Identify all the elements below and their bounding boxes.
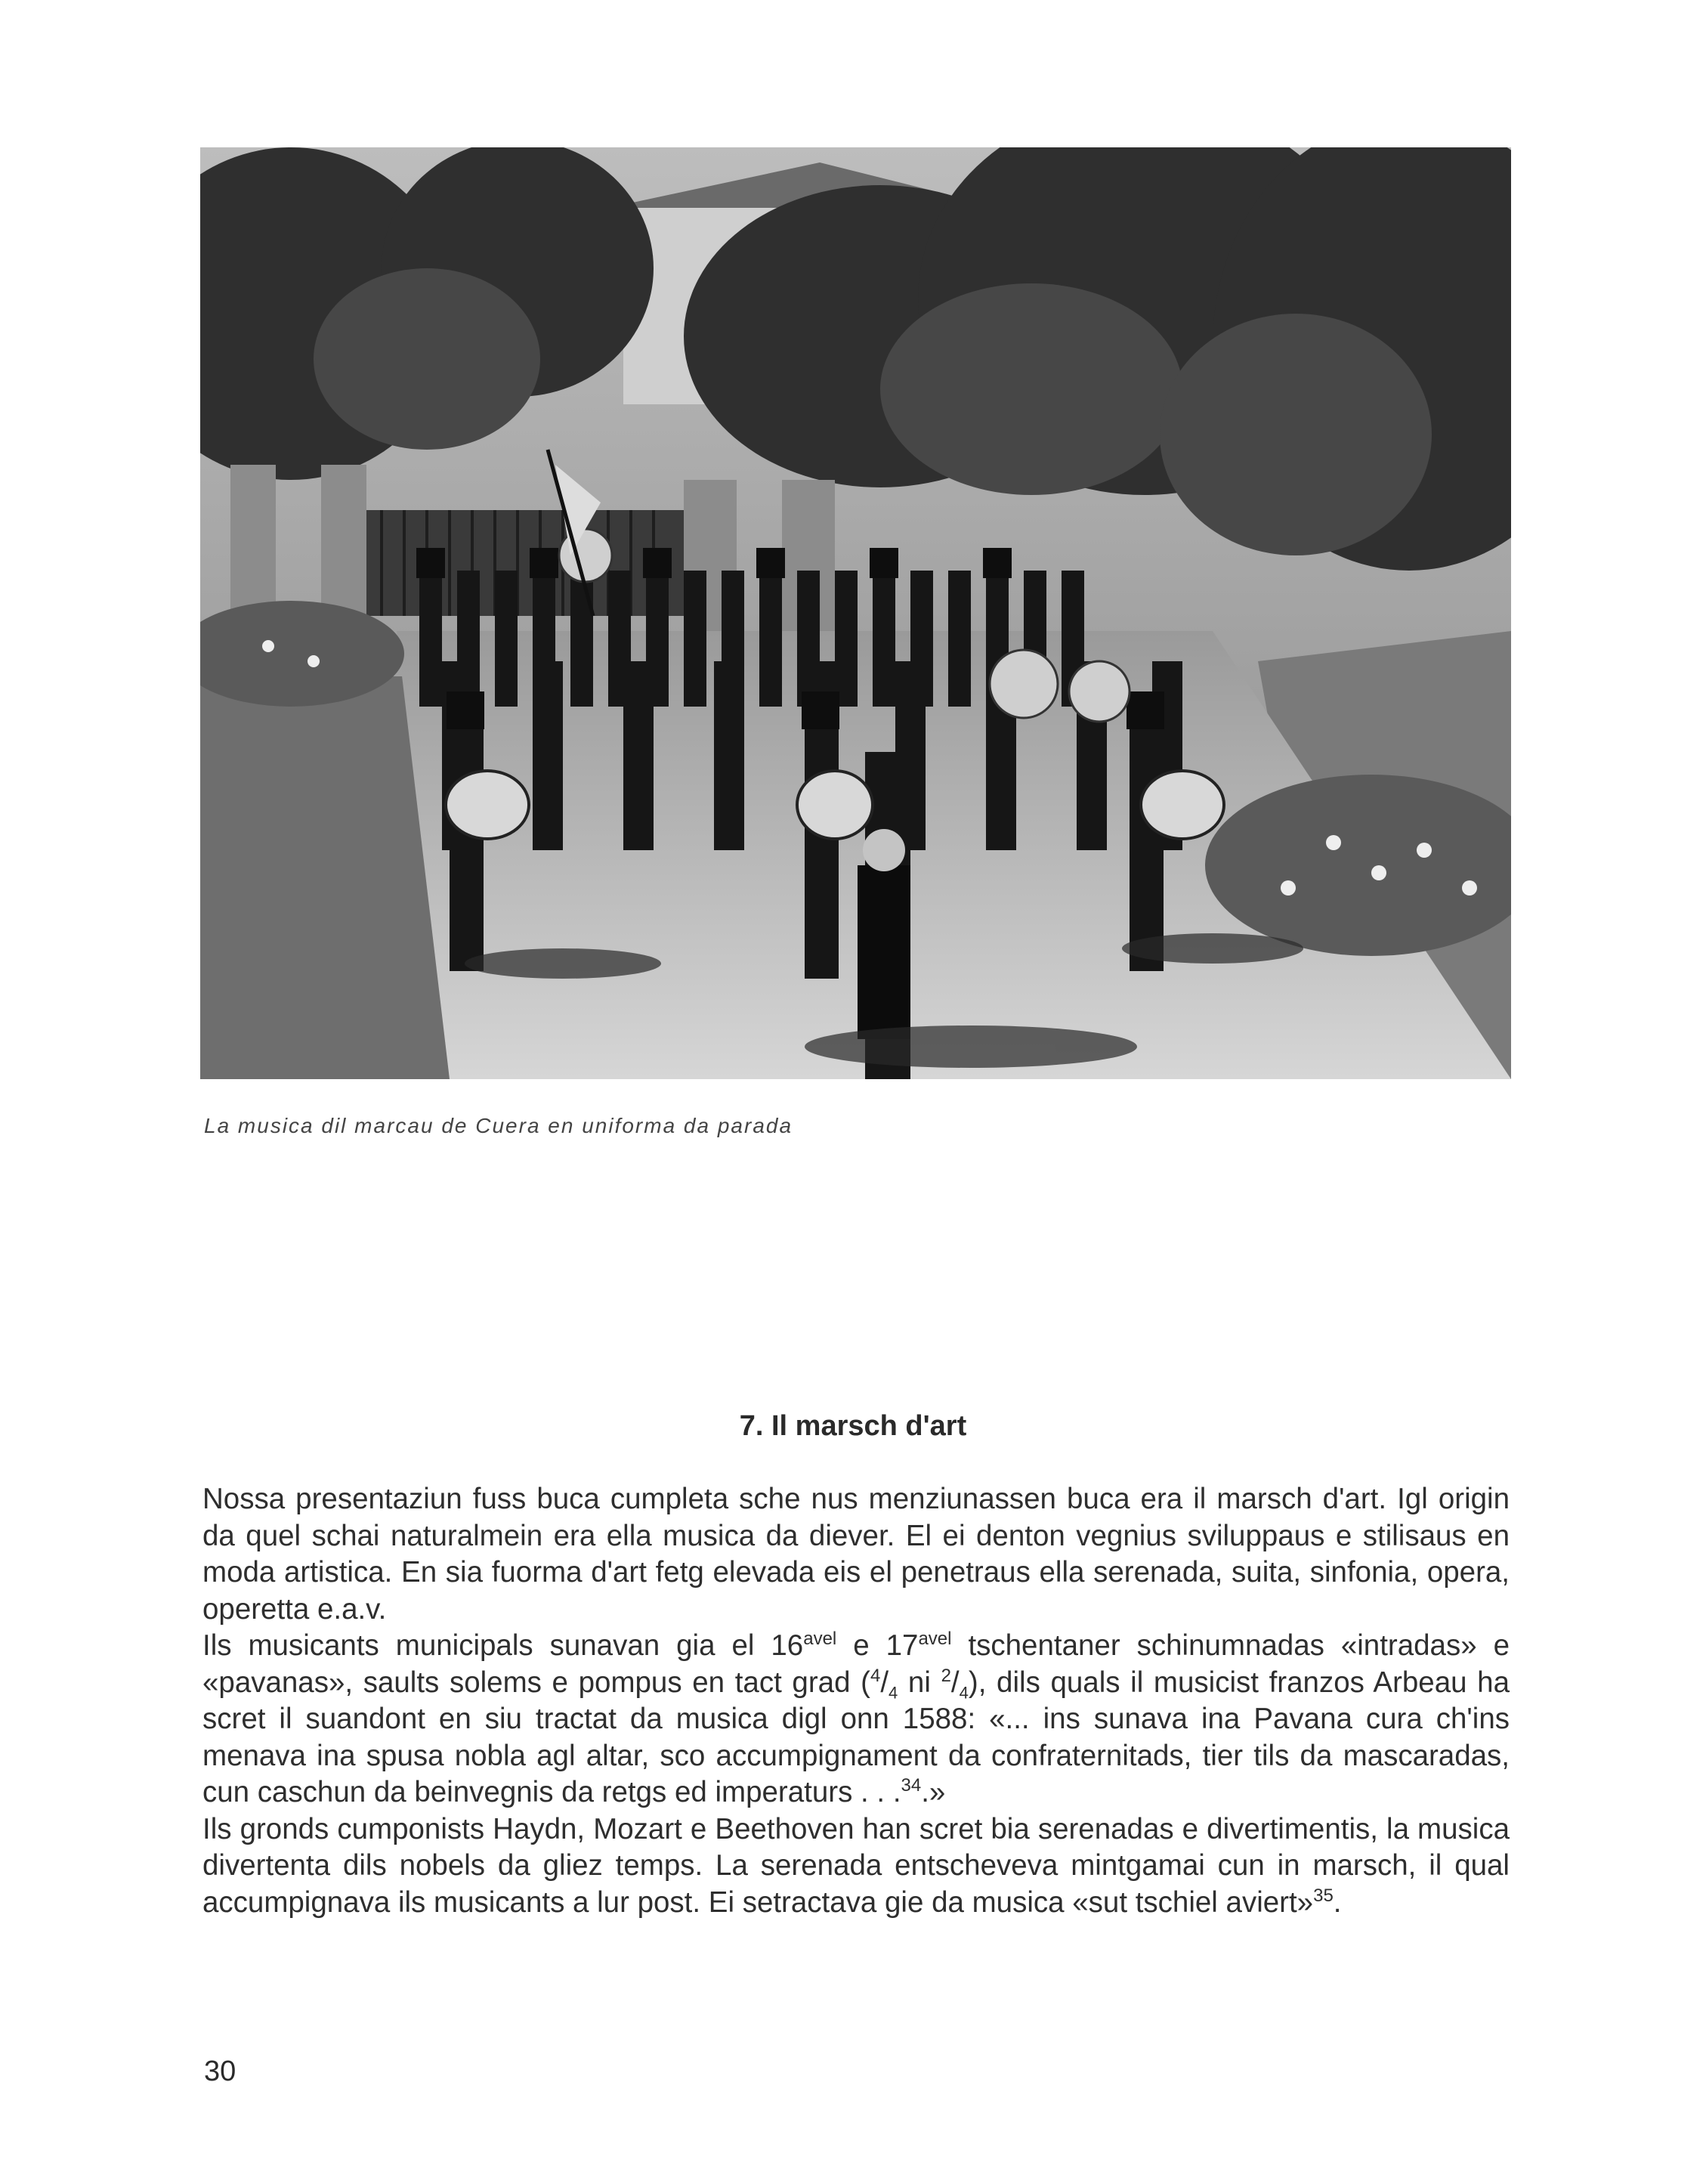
subscript: 4 [959,1683,969,1703]
superscript: avel [803,1629,837,1650]
text-run: e 17 [836,1629,919,1662]
section-heading: 7. Il marsch d'art [739,1410,967,1442]
text-run: ), dils quals il musicist franzos Arbeau ha scret il suandont en siu tractat da musica digl onn 1588: «... ins sunava ina Pavana cura ch'ins menava ina spusa nobla agl altar, sco accumpignament da confraternitads, tier tils da mascaradas, cun caschun da beinvegnis da retgs ed imperaturs . . . [202,1666,1510,1808]
superscript: 4 [870,1665,881,1686]
paragraph [202,1811,1510,1922]
text-run: Ils gronds cumponists Haydn, Mozart e Beethoven han scret bia serenadas e divertimentis, la musica divertenta dils nobels da gliez temps. La serenada entscheveva mintgamai cun in marsch, il qual accumpignava ils musicants a lur post. Ei setractava gie da musica «sut tschiel aviert» [202,1812,1510,1919]
text-run: Nossa presentaziun fuss buca cumpleta sche nus menziunassen buca era il marsch d'art. Igl origin da quel schai naturalmein era ella musica da diever. El ei denton vegnius sviluppaus e stilisaus en moda artistica. En sia fuorma d'art fetg elevada eis el penetraus ella serenada, suita, sinfonia, opera, operetta e.a.v. [202,1483,1510,1626]
text-run: / [880,1666,889,1699]
band-photo [200,147,1511,1079]
text-run: .» [921,1776,946,1808]
subscript: 4 [889,1683,898,1703]
paragraph [202,1481,1510,1628]
superscript: avel [918,1629,952,1650]
band-photo-icon [200,147,1511,1079]
text-run: tschentaner schinumnadas «intradas» e «pavanas», saults solems e pompus en tact grad ( [202,1629,1510,1699]
superscript: 2 [941,1665,951,1686]
paragraph [202,1628,1510,1811]
superscript: 34 [901,1775,922,1796]
photo-caption: La musica dil marcau de Cuera en uniforma da parada [204,1114,793,1137]
text-run: . [1333,1885,1342,1919]
page-number: 30 [204,2056,236,2087]
superscript: 35 [1313,1885,1334,1906]
text-run: ni [898,1666,941,1699]
text-run: Ils musicants municipals sunavan gia el 16 [202,1629,804,1662]
body-text [202,1481,1510,1921]
text-run: / [950,1666,960,1699]
